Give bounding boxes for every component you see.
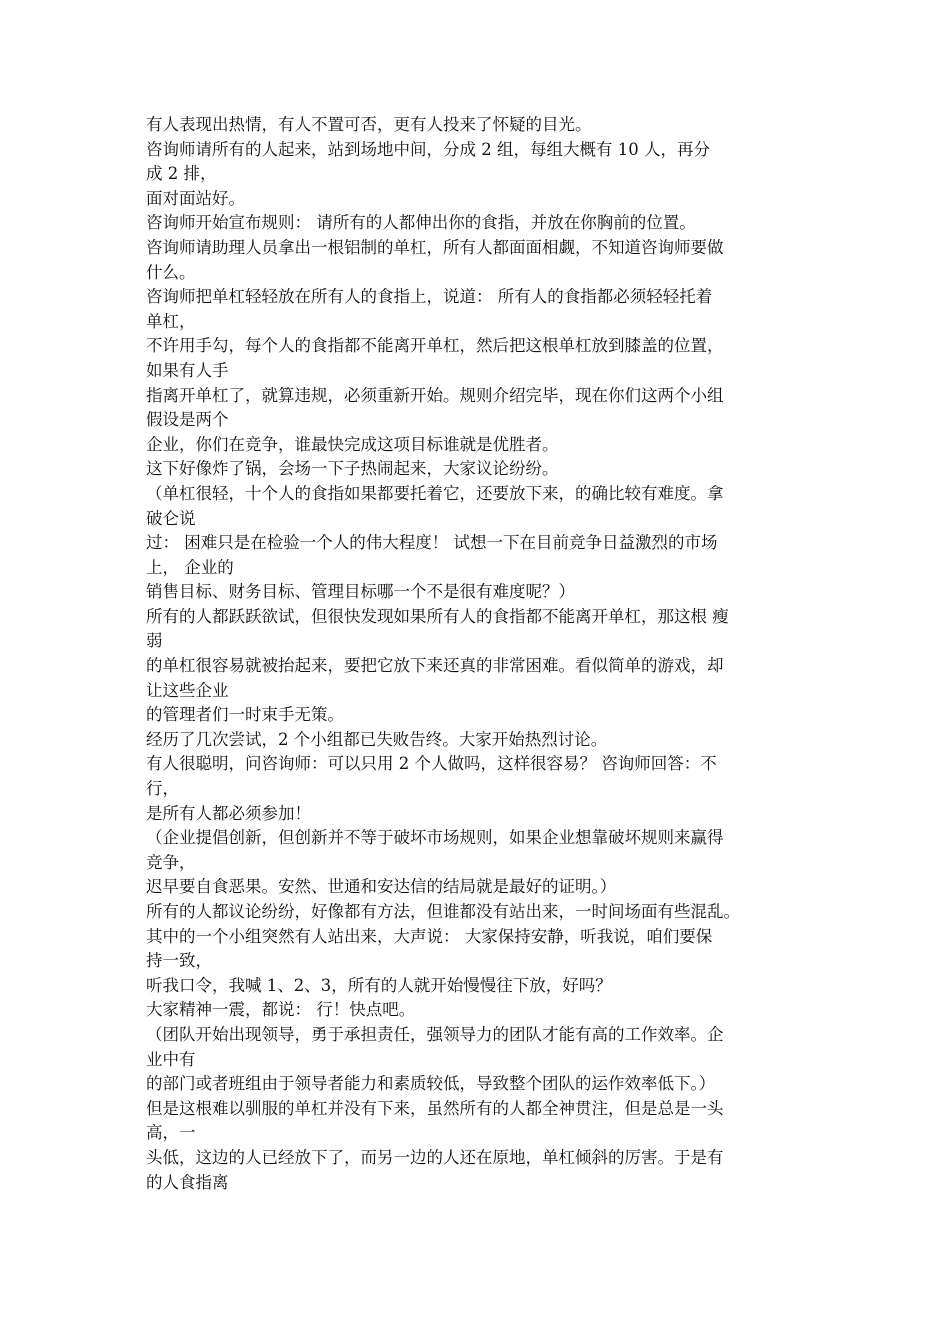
text-line: 什么。 xyxy=(146,262,196,282)
text-line: （单杠很轻，十个人的食指如果都要托着它，还要放下来，的确比较有难度。拿 xyxy=(146,483,724,503)
text-line: 过： 困难只是在检验一个人的伟大程度！ 试想一下在目前竞争日益激烈的市场 xyxy=(146,533,718,553)
text-line: 有人很聪明，问咨询师：可以只用 2 个人做吗，这样很容易？ 咨询师回答：不 xyxy=(146,754,717,774)
text-line: 的管理者们一时束手无策。 xyxy=(146,705,344,725)
text-line: 经历了几次尝试，2 个小组都已失败告终。大家开始热烈讨论。 xyxy=(146,729,608,749)
text-line: 有人表现出热情，有人不置可否，更有人投来了怀疑的目光。 xyxy=(146,115,592,134)
text-line: 其中的一个小组突然有人站出来，大声说： 大家保持安静，听我说，咱们要保 xyxy=(146,926,713,946)
text-line: 成 2 排， xyxy=(146,164,217,184)
text-line: 持一致， xyxy=(146,951,212,971)
text-line: 企业，你们在竞争，谁最快完成这项目标谁就是优胜者。 xyxy=(146,434,559,454)
text-line: 这下好像炸了锅，会场一下子热闹起来，大家议论纷纷。 xyxy=(146,459,559,479)
text-line: 高，一 xyxy=(146,1123,196,1143)
text-line: 迟早要自食恶果。安然、世通和安达信的结局就是最好的证明。） xyxy=(146,877,617,897)
document-body xyxy=(146,113,811,1195)
text-line: 业中有 xyxy=(146,1049,196,1069)
text-line: 听我口令，我喊 1、2、3，所有的人就开始慢慢往下放，好吗？ xyxy=(146,975,612,995)
text-line: （团队开始出现领导，勇于承担责任，强领导力的团队才能有高的工作效率。企 xyxy=(146,1024,724,1044)
text-line: 但是这根难以驯服的单杠并没有下来，虽然所有的人都全神贯注，但是总是一头 xyxy=(146,1098,724,1118)
text-line: 咨询师请助理人员拿出一根铝制的单杠，所有人都面面相觑，不知道咨询师要做 xyxy=(146,237,724,257)
text-line: 指离开单杠了，就算违规，必须重新开始。规则介绍完毕，现在你们这两个小组 xyxy=(146,385,724,405)
text-line: 假设是两个 xyxy=(146,410,229,430)
text-line: 弱 xyxy=(146,631,163,651)
text-line: 的单杠很容易就被抬起来，要把它放下来还真的非常困难。看似简单的游戏，却 xyxy=(146,656,724,676)
text-line: 销售目标、财务目标、管理目标哪一个不是很有难度呢？） xyxy=(146,582,575,602)
text-line: 破仑说 xyxy=(146,508,196,528)
text-line: 的部门或者班组由于领导者能力和素质较低，导致整个团队的运作效率低下。） xyxy=(146,1074,716,1094)
text-line: 所有的人都议论纷纷，好像都有方法，但谁都没有站出来，一时间场面有些混乱。 xyxy=(146,902,740,921)
text-line: 所有的人都跃跃欲试，但很快发现如果所有人的食指都不能离开单杠，那这根 瘦 xyxy=(146,606,729,626)
text-line: 咨询师开始宣布规则： 请所有的人都伸出你的食指，并放在你胸前的位置。 xyxy=(146,213,696,233)
text-line: 单杠， xyxy=(146,311,196,331)
text-line: 上， 企业的 xyxy=(146,557,234,577)
text-line: 的人食指离 xyxy=(146,1172,229,1192)
text-line: 大家精神一震，都说： 行！快点吧。 xyxy=(146,1000,416,1020)
text-line: 咨询师请所有的人起来，站到场地中间，分成 2 组，每组大概有 10 人，再分 xyxy=(146,139,710,159)
text-line: 是所有人都必须参加！ xyxy=(146,803,311,823)
text-line: 头低，这边的人已经放下了，而另一边的人还在原地，单杠倾斜的厉害。于是有 xyxy=(146,1147,724,1167)
text-line: 不许用手勾，每个人的食指都不能离开单杠，然后把这根单杠放到膝盖的位置， xyxy=(146,336,724,356)
text-line: （企业提倡创新，但创新并不等于破坏市场规则，如果企业想靠破坏规则来赢得 xyxy=(146,828,724,848)
text-line: 让这些企业 xyxy=(146,680,229,700)
text-line: 如果有人手 xyxy=(146,360,229,380)
text-line: 面对面站好。 xyxy=(146,188,245,208)
text-line: 行， xyxy=(146,779,179,799)
text-line: 竞争， xyxy=(146,852,196,872)
text-line: 咨询师把单杠轻轻放在所有人的食指上，说道： 所有人的食指都必须轻轻托着 xyxy=(146,287,713,307)
